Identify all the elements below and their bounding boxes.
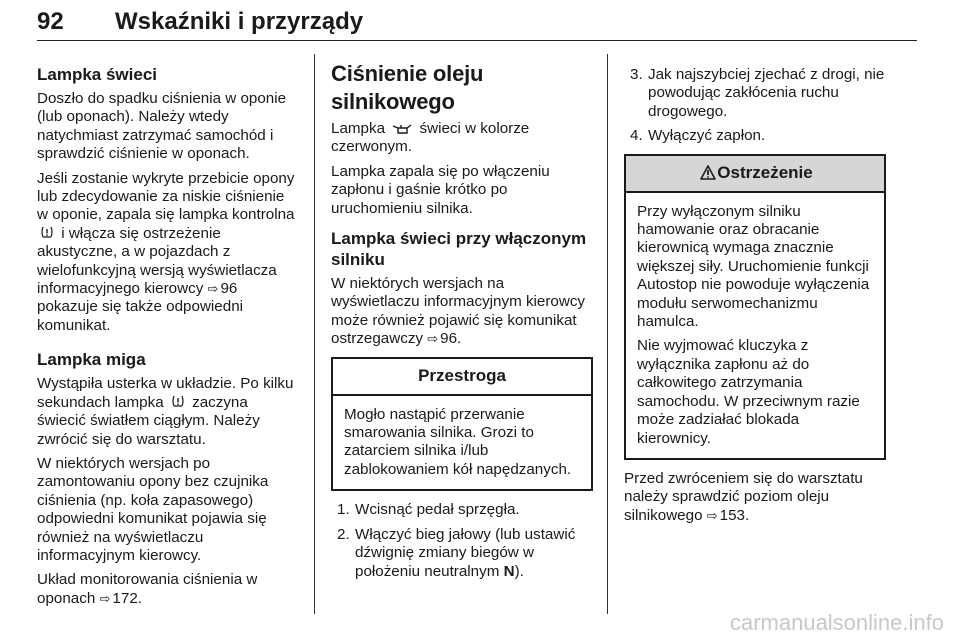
page-reference-link[interactable]: ⇨ 172. [100, 590, 142, 607]
page-number: 92 [37, 8, 64, 35]
tire-pressure-icon [171, 394, 185, 409]
column-divider [607, 54, 608, 614]
heading-wlaczonym-silniku: Lampka świeci przy włączonym silniku [331, 229, 587, 270]
heading-lampka-swieci: Lampka świeci [37, 65, 158, 84]
caution-title: Przestroga [333, 359, 591, 396]
paragraph: Przed zwróceniem się do warsztatu należy sprawdzić poziom oleju silnikowego ⇨ 153. [624, 470, 886, 525]
list-item: 2. Włączyć bieg jałowy (lub ustawić dźwignię zmiany biegów w położeniu neutralnym N). [337, 525, 576, 580]
watermark: carmanualsonline.info [729, 610, 944, 635]
steps-list [624, 66, 886, 146]
paragraph: Lampka zapala się po włączeniu zapłonu i gaśnie krótko po uruchomieniu silnika. [331, 162, 550, 217]
oil-can-icon [392, 123, 412, 135]
column-2 [331, 52, 593, 587]
page-header [37, 6, 917, 41]
warning-box [624, 154, 886, 460]
paragraph: Jeśli zostanie wykryte przebicie opony lub zdecydowanie za niskie ciśnienie w oponie, zapala się lampka kontrolna i włącza się ostrzeżenie akustyczne, a w pojazdach z wielofunkcyjną wersją wyświetlacza informacyjnego kierowcy ⇨ 96 pokazuje się także odpowiedni komunikat. [37, 170, 299, 336]
caution-box [331, 357, 593, 492]
heading-lampka-miga: Lampka miga [37, 350, 146, 370]
caution-text: Mogło nastąpić przerwanie smarowania silnika. Grozi to zatarciem silnika i/lub zablokowaniem kół napędzanych. [344, 405, 572, 478]
column-3 [624, 52, 886, 531]
warning-text: Nie wyjmować kluczyka z wyłącznika zapłonu aż do całkowitego zatrzymania samochodu. W przeciwnym razie może zadziałać blokada kierownicy. [637, 337, 860, 447]
paragraph: Lampka świeci w kolorze czerwonym. [331, 120, 530, 156]
paragraph: Wystąpiła usterka w układzie. Po kilku sekundach lampka zaczyna świecić światłem ciągłym. Należy zwrócić się do warsztatu. [37, 375, 294, 448]
list-item: 3. Jak najszybciej zjechać z drogi, nie powodując zakłócenia ruchu drogowego. [630, 66, 885, 120]
steps-list [331, 501, 593, 581]
paragraph: W niektórych wersjach na wyświetlaczu informacyjnym kierowcy może również pojawić się komunikat ostrzegawczy ⇨ 96. [331, 275, 593, 349]
tire-pressure-icon [40, 225, 54, 240]
warning-triangle-icon [700, 165, 716, 180]
paragraph: W niektórych wersjach po zamontowaniu opony bez czujnika ciśnienia (np. koła zapasowego) odpowiedni komunikat pojawia się również na wyświetlaczu informacyjnym kierowcy. [37, 454, 269, 564]
list-item: 4. Wyłączyć zapłon. [630, 127, 766, 145]
page-title: Wskaźniki i przyrządy [115, 8, 364, 35]
page-reference-link[interactable]: ⇨ 96. [427, 330, 461, 347]
paragraph: Układ monitorowania ciśnienia w oponach ⇨ 172. [37, 571, 299, 608]
paragraph: Doszło do spadku ciśnienia w oponie (lub oponach). Należy wtedy natychmiast zatrzymać samochód i sprawdzić ciśnienie w oponach. [37, 90, 287, 163]
page-reference-link[interactable]: ⇨ 96 [208, 280, 238, 297]
column-1 [37, 52, 299, 614]
column-divider [314, 54, 315, 614]
page-reference-link[interactable]: ⇨ 153. [707, 507, 749, 524]
warning-text: Przy wyłączonym silniku hamowanie oraz obracanie kierownicą wymaga znacznie większej siły. Uruchomienie funkcji Autostop nie powoduje wyłączenia modułu serwomechanizmu hamulca. [637, 202, 870, 331]
warning-title: Ostrzeżenie [626, 156, 884, 193]
list-item: 1. Wcisnąć pedał sprzęgła. [337, 501, 520, 519]
heading-cisnienie-oleju: Ciśnienie oleju silnikowego [331, 61, 484, 114]
